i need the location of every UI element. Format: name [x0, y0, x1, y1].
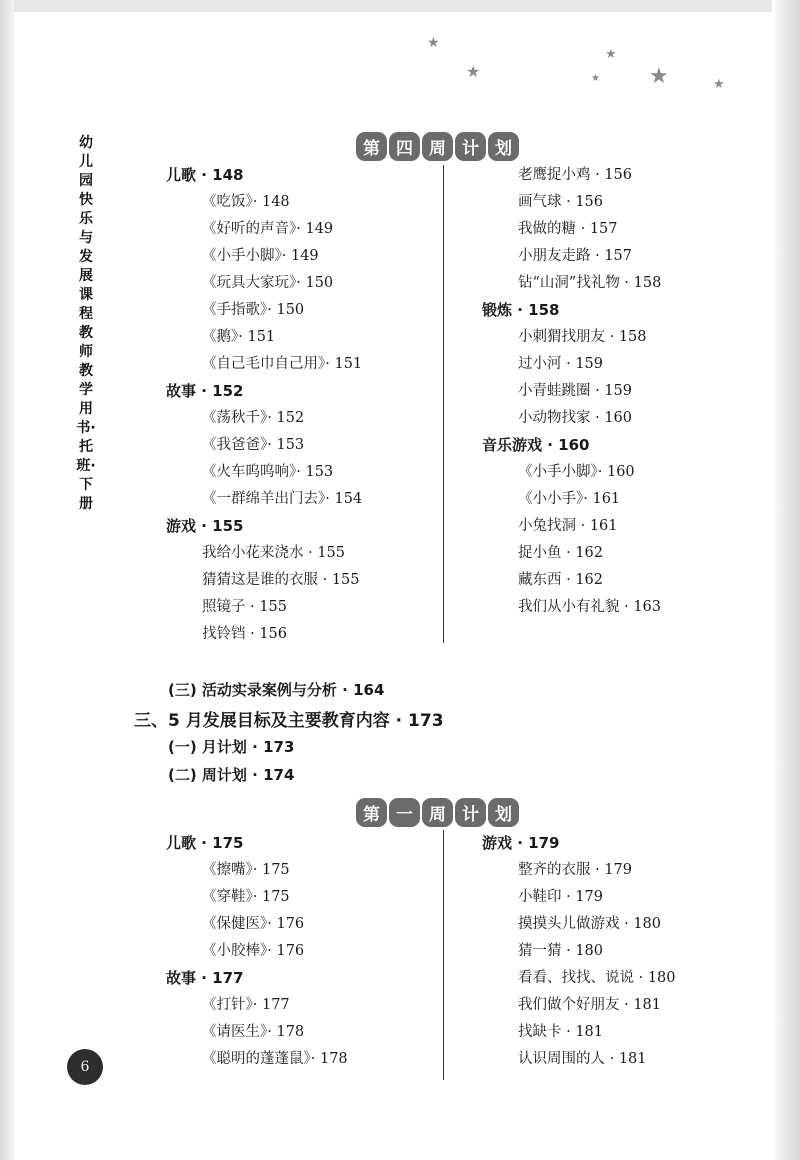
page-top-edge: [0, 0, 800, 12]
toc-entry[interactable]: 《自己毛巾自己用》· 151: [202, 356, 363, 372]
toc-entry[interactable]: 猜猜这是谁的衣服 · 155: [202, 572, 360, 588]
banner-char: 周: [422, 132, 453, 161]
toc-category[interactable]: 游戏 · 179: [482, 834, 560, 852]
section-week-plan[interactable]: (二) 周计划 · 174: [168, 766, 295, 784]
banner-char: 周: [422, 798, 453, 827]
toc-category[interactable]: 故事 · 152: [166, 382, 244, 400]
toc-entry[interactable]: 过小河 · 159: [518, 356, 604, 372]
toc-entry[interactable]: 猜一猜 · 180: [518, 943, 604, 959]
banner-char: 第: [356, 798, 387, 827]
toc-entry[interactable]: 《好听的声音》· 149: [202, 221, 334, 237]
toc-entry[interactable]: 小兔找洞 · 161: [518, 518, 618, 534]
toc-category[interactable]: 锻炼 · 158: [482, 301, 560, 319]
toc-entry[interactable]: 找铃铛 · 156: [202, 626, 288, 642]
toc-entry[interactable]: 小刺猬找朋友 · 158: [518, 329, 647, 345]
banner-char: 计: [455, 798, 486, 827]
toc-entry[interactable]: 《小小手》· 161: [518, 491, 621, 507]
toc-entry[interactable]: 《吃饭》· 148: [202, 194, 290, 210]
banner-char: 第: [356, 132, 387, 161]
toc-entry[interactable]: 老鹰捉小鸡 · 156: [518, 167, 633, 183]
week1-right-column: [482, 830, 782, 1073]
star-icon: ★: [466, 62, 481, 81]
toc-entry[interactable]: 《手指歌》· 150: [202, 302, 305, 318]
toc-entry[interactable]: 《小胶棒》· 176: [202, 943, 305, 959]
toc-category[interactable]: 音乐游戏 · 160: [482, 436, 590, 454]
column-divider: [443, 830, 444, 1080]
toc-entry[interactable]: 《小手小脚》· 160: [518, 464, 635, 480]
toc-entry[interactable]: 《请医生》· 178: [202, 1024, 305, 1040]
star-icon: ★: [605, 47, 617, 62]
toc-entry[interactable]: 看看、找找、说说 · 180: [518, 970, 676, 986]
toc-entry[interactable]: 《擦嘴》· 175: [202, 862, 290, 878]
toc-entry[interactable]: 《聪明的蓬蓬鼠》· 178: [202, 1051, 348, 1067]
toc-entry[interactable]: 《一群绵羊出门去》· 154: [202, 491, 363, 507]
toc-entry[interactable]: 藏东西 · 162: [518, 572, 604, 588]
toc-entry[interactable]: 认识周围的人 · 181: [518, 1051, 647, 1067]
toc-entry[interactable]: 小朋友走路 · 157: [518, 248, 633, 264]
toc-entry[interactable]: 小动物找家 · 160: [518, 410, 633, 426]
page-left-edge: [0, 0, 14, 1160]
toc-entry[interactable]: 摸摸头儿做游戏 · 180: [518, 916, 662, 932]
toc-entry[interactable]: 捉小鱼 · 162: [518, 545, 604, 561]
toc-entry[interactable]: 《穿鞋》· 175: [202, 889, 290, 905]
toc-entry[interactable]: 我做的糖 · 157: [518, 221, 618, 237]
week1-left-column: [166, 830, 466, 1073]
toc-entry[interactable]: 《打针》· 177: [202, 997, 290, 1013]
toc-entry[interactable]: 《玩具大家玩》· 150: [202, 275, 334, 291]
week4-left-column: [166, 162, 466, 648]
star-icon: ★: [713, 77, 725, 92]
toc-entry[interactable]: 《小手小脚》· 149: [202, 248, 319, 264]
toc-entry[interactable]: 画气球 · 156: [518, 194, 604, 210]
toc-entry[interactable]: 整齐的衣服 · 179: [518, 862, 633, 878]
week4-banner: [356, 132, 519, 161]
toc-category[interactable]: 游戏 · 155: [166, 517, 244, 535]
banner-char: 划: [488, 798, 519, 827]
star-icon: ★: [591, 73, 600, 84]
toc-entry[interactable]: 找缺卡 · 181: [518, 1024, 604, 1040]
toc-entry[interactable]: 《荡秋千》· 152: [202, 410, 305, 426]
toc-entry[interactable]: 小鞋印 · 179: [518, 889, 604, 905]
banner-char: 划: [488, 132, 519, 161]
toc-entry[interactable]: 《保健医》· 176: [202, 916, 305, 932]
page-number: 6: [67, 1049, 103, 1085]
week4-right-column: [482, 162, 782, 621]
star-icon: ★: [649, 64, 669, 89]
toc-entry[interactable]: 钻“山洞”找礼物 · 158: [518, 275, 662, 291]
banner-char: 计: [455, 132, 486, 161]
toc-entry[interactable]: 《我爸爸》· 153: [202, 437, 305, 453]
toc-entry[interactable]: 照镜子 · 155: [202, 599, 288, 615]
toc-entry[interactable]: 我们从小有礼貌 · 163: [518, 599, 662, 615]
banner-char: 四: [389, 132, 420, 161]
section-month-plan[interactable]: (一) 月计划 · 173: [168, 738, 295, 756]
toc-category[interactable]: 儿歌 · 175: [166, 834, 244, 852]
book-spine-title: 幼儿园快乐与发展课程教师教学用书·托班·下册: [76, 135, 96, 512]
toc-entry[interactable]: 我们做个好朋友 · 181: [518, 997, 662, 1013]
toc-entry[interactable]: 《鹅》· 151: [202, 329, 276, 345]
toc-category[interactable]: 故事 · 177: [166, 969, 244, 987]
toc-entry[interactable]: 我给小花来浇水 · 155: [202, 545, 346, 561]
toc-category[interactable]: 儿歌 · 148: [166, 166, 244, 184]
week1-banner: [356, 798, 519, 827]
toc-entry[interactable]: 小青蛙跳圈 · 159: [518, 383, 633, 399]
star-icon: ★: [427, 35, 440, 51]
toc-entry[interactable]: 《火车呜呜响》· 153: [202, 464, 334, 480]
chapter-may-goals[interactable]: 三、5 月发展目标及主要教育内容 · 173: [134, 711, 444, 731]
section-activity-records[interactable]: (三) 活动实录案例与分析 · 164: [168, 681, 385, 699]
banner-char: 一: [389, 798, 420, 827]
column-divider: [443, 165, 444, 643]
